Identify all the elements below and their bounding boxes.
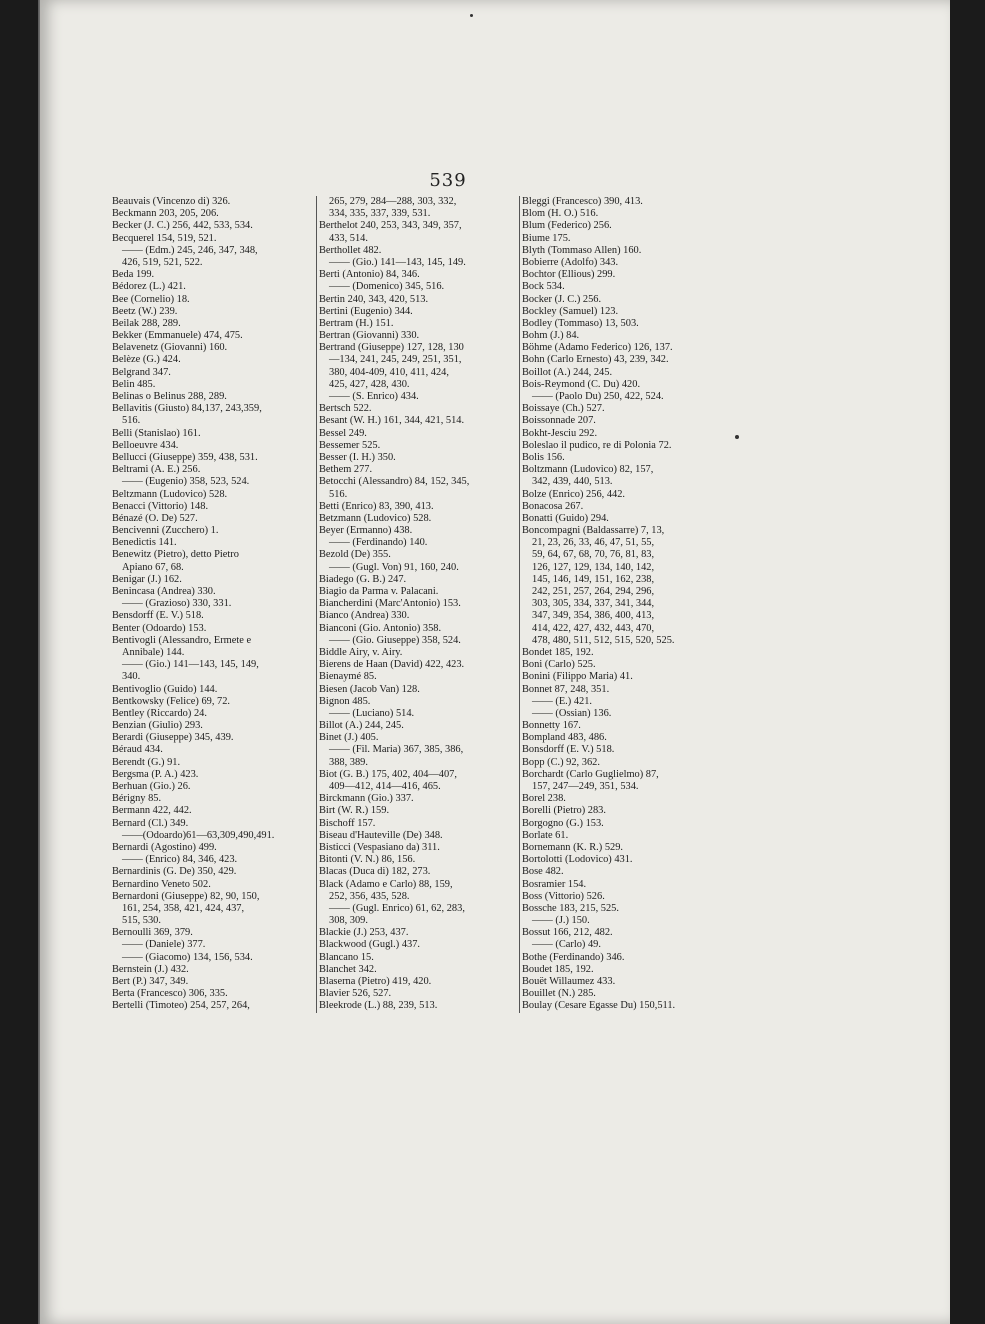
index-entry: Blyth (Tommaso Allen) 160. <box>522 244 642 256</box>
index-entry: Bertin 240, 343, 420, 513. <box>319 293 429 305</box>
index-entry: Böhme (Adamo Federico) 126, 137. <box>522 342 673 354</box>
index-entry: Bothe (Ferdinando) 346. <box>522 951 625 963</box>
index-column-3 <box>519 196 747 1013</box>
index-entry: —— (Enrico) 84, 346, 423. <box>122 854 238 866</box>
index-entry: —— (Gio. Giuseppe) 358, 524. <box>329 634 461 646</box>
index-entry: —— (Gugl. Von) 91, 160, 240. <box>329 561 459 573</box>
index-entry: Bouillet (N.) 285. <box>522 988 596 1000</box>
index-entry: —— (Edm.) 245, 246, 347, 348, <box>122 244 258 256</box>
index-entry: Bertram (H.) 151. <box>319 317 394 329</box>
index-entry: 265, 279, 284—288, 303, 332, <box>329 196 457 207</box>
index-entry: 516. <box>122 415 141 427</box>
index-entry: Berthelot 240, 253, 343, 349, 357, <box>319 220 462 232</box>
index-entry: Billot (A.) 244, 245. <box>319 720 404 732</box>
index-entry: Bertran (Giovanni) 330. <box>319 330 420 342</box>
index-entry: Beetz (W.) 239. <box>112 305 178 317</box>
index-entry: Bondet 185, 192. <box>522 646 594 658</box>
index-entry: —— (Domenico) 345, 516. <box>329 281 445 293</box>
index-entry: Borelli (Pietro) 283. <box>522 805 606 817</box>
index-entry: Belin 485. <box>112 378 156 390</box>
index-entry: Bose 482. <box>522 866 564 878</box>
index-entry: Borlate 61. <box>522 829 569 841</box>
index-entry: 303, 305, 334, 337, 341, 344, <box>532 598 655 610</box>
index-entry: —— (Fil. Maria) 367, 385, 386, <box>329 744 464 756</box>
index-entry: Binet (J.) 405. <box>319 732 379 744</box>
index-entry: Belli (Stanislao) 161. <box>112 427 201 439</box>
index-entry: Bierens de Haan (David) 422, 423. <box>319 659 465 671</box>
index-entry: Belgrand 347. <box>112 366 171 378</box>
index-entry: 157, 247—249, 351, 534. <box>532 781 639 792</box>
index-entry: —— (Ferdinando) 140. <box>329 537 428 549</box>
index-entry: —— (Carlo) 49. <box>532 939 601 951</box>
index-entry: Blackie (J.) 253, 437. <box>319 927 409 939</box>
index-entry: Bekker (Emmanuele) 474, 475. <box>112 330 243 342</box>
index-entry: Bert (P.) 347, 349. <box>112 976 189 987</box>
index-entry: 21, 23, 26, 33, 46, 47, 51, 55, <box>532 537 655 549</box>
index-entry: Benewitz (Pietro), detto Pietro <box>112 549 239 561</box>
index-entry: 426, 519, 521, 522. <box>122 256 203 268</box>
index-entry: —— (Eugenio) 358, 523, 524. <box>122 476 250 488</box>
index-entry: Bencivenni (Zucchero) 1. <box>112 525 219 537</box>
index-entry: Bornemann (K. R.) 529. <box>522 841 624 853</box>
index-entry: Benzian (Giulio) 293. <box>112 720 203 732</box>
index-entry: —— (J.) 150. <box>532 915 590 927</box>
paper-speck <box>735 435 739 439</box>
index-entry: Bianco (Andrea) 330. <box>319 610 410 622</box>
index-entry: Boleslao il pudico, re di Polonia 72. <box>522 439 672 451</box>
index-entry: Bonatti (Guido) 294. <box>522 512 609 524</box>
index-entry: Birckmann (Gio.) 337. <box>319 793 414 805</box>
index-entry: Biesen (Jacob Van) 128. <box>319 683 420 695</box>
index-entry: Bockley (Samuel) 123. <box>522 305 619 317</box>
index-entry: Bertsch 522. <box>319 403 372 415</box>
index-entry: Bernardinis (G. De) 350, 429. <box>112 866 237 878</box>
index-entry: Berta (Francesco) 306, 335. <box>112 988 228 1000</box>
index-entry: —— (Giacomo) 134, 156, 534. <box>122 951 253 963</box>
index-entry: Bermann 422, 442. <box>112 805 192 817</box>
index-entry: Bitonti (V. N.) 86, 156. <box>319 854 416 866</box>
index-entry: —— (Luciano) 514. <box>329 707 415 719</box>
index-entry: Bodley (Tommaso) 13, 503. <box>522 317 639 329</box>
index-entry: Bosramier 154. <box>522 878 587 890</box>
index-entry: Bischoff 157. <box>319 817 376 829</box>
index-column-2 <box>316 196 519 1013</box>
index-entry: Borgogno (G.) 153. <box>522 817 604 829</box>
index-entry: 409—412, 414—416, 465. <box>329 781 441 792</box>
index-entry: 342, 439, 440, 513. <box>532 476 613 488</box>
index-entry: —— (E.) 421. <box>532 695 593 707</box>
index-entry: Bensdorff (E. V.) 518. <box>112 610 204 622</box>
index-entry: Bossut 166, 212, 482. <box>522 927 613 939</box>
index-entry: —— (Gugl. Enrico) 61, 62, 283, <box>329 902 465 914</box>
index-entry: Boss (Vittorio) 526. <box>522 890 605 902</box>
index-entry: Bortolotti (Lodovico) 431. <box>522 854 633 866</box>
index-entry: 433, 514. <box>329 232 368 244</box>
index-entry: Belavenetz (Giovanni) 160. <box>112 342 228 354</box>
index-entry: 515, 530. <box>122 915 161 927</box>
index-entry: Bérigny 85. <box>112 793 162 805</box>
index-entry: Bédorez (L.) 421. <box>112 281 186 293</box>
index-entry: Bignon 485. <box>319 695 371 707</box>
index-entry: Boissonnade 207. <box>522 415 596 427</box>
index-entry: —— (Gio.) 141—143, 145, 149. <box>329 256 466 268</box>
index-entry: Blaserna (Pietro) 419, 420. <box>319 976 432 987</box>
index-entry: Blom (H. O.) 516. <box>522 208 599 220</box>
index-column-1 <box>112 196 312 1013</box>
index-entry: 126, 127, 129, 134, 140, 142, <box>532 561 655 573</box>
index-entry: Bessemer 525. <box>319 439 381 451</box>
index-entry: Bois-Reymond (C. Du) 420. <box>522 378 641 390</box>
index-entry: 145, 146, 149, 151, 162, 238, <box>532 573 655 585</box>
index-entry: Bossche 183, 215, 525. <box>522 902 619 914</box>
index-entry: Bernardi (Agostino) 499. <box>112 841 217 853</box>
index-entry: Bleekrode (L.) 88, 239, 513. <box>319 1000 438 1012</box>
index-entry: Beyer (Ermanno) 438. <box>319 525 413 537</box>
index-entry: 334, 335, 337, 339, 531. <box>329 208 431 220</box>
index-entry: Bohm (J.) 84. <box>522 330 580 342</box>
index-entry: Boillot (A.) 244, 245. <box>522 366 613 378</box>
index-entry: 347, 349, 354, 386, 400, 413, <box>532 610 655 622</box>
index-entry: Bentkowsky (Felice) 69, 72. <box>112 695 231 707</box>
index-entry: Biot (G. B.) 175, 402, 404—407, <box>319 768 457 780</box>
index-entry: Bertrand (Giuseppe) 127, 128, 130 <box>319 342 464 354</box>
index-entry: Berhuan (Gio.) 26. <box>112 781 191 792</box>
index-entry: Boissaye (Ch.) 527. <box>522 403 605 415</box>
index-entry: Borchardt (Carlo Guglielmo) 87, <box>522 768 659 780</box>
index-entry: Bokht-Jesciu 292. <box>522 427 598 439</box>
index-entry: Annibale) 144. <box>122 646 185 658</box>
index-entry: Benincasa (Andrea) 330. <box>112 586 216 597</box>
index-entry: Bergsma (P. A.) 423. <box>112 768 199 780</box>
index-entry: Bernardoni (Giuseppe) 82, 90, 150, <box>112 890 260 902</box>
page-number: 539 <box>429 170 467 191</box>
index-entry: Bleggi (Francesco) 390, 413. <box>522 196 643 207</box>
index-entry: Biancherdini (Marc'Antonio) 153. <box>319 598 461 610</box>
index-entry: Bopp (C.) 92, 362. <box>522 756 600 768</box>
index-entry: 478, 480, 511, 512, 515, 520, 525. <box>532 634 675 646</box>
index-entry: Benter (Odoardo) 153. <box>112 622 207 634</box>
index-entry: 252, 356, 435, 528. <box>329 890 410 902</box>
index-entry: Biadego (G. B.) 247. <box>319 573 407 585</box>
index-entry: Bouët Willaumez 433. <box>522 976 616 987</box>
index-entry: Bolze (Enrico) 256, 442. <box>522 488 626 500</box>
index-entry: Benacci (Vittorio) 148. <box>112 500 209 512</box>
index-entry: —— (Paolo Du) 250, 422, 524. <box>532 391 664 402</box>
index-entry: Benedictis 141. <box>112 537 177 549</box>
index-entry: Bellucci (Giuseppe) 359, 438, 531. <box>112 451 258 463</box>
index-entry: 414, 422, 427, 432, 443, 470, <box>532 622 655 634</box>
index-entry: Benigar (J.) 162. <box>112 573 182 585</box>
index-entry: Bochtor (Ellious) 299. <box>522 269 616 281</box>
index-entry: Bonnet 87, 248, 351. <box>522 683 610 695</box>
index-entry: Beauvais (Vincenzo di) 326. <box>112 196 231 207</box>
index-entry: Béraud 434. <box>112 744 163 756</box>
index-entry: Boulay (Cesare Egasse Du) 150,511. <box>522 1000 676 1012</box>
index-entry: Bonacosa 267. <box>522 500 584 512</box>
index-entry: Boni (Carlo) 525. <box>522 659 596 671</box>
index-entry: —— (Gio.) 141—143, 145, 149, <box>122 659 259 671</box>
index-entry: Beltrami (A. E.) 256. <box>112 464 201 476</box>
index-entry: Berardi (Giuseppe) 345, 439. <box>112 732 234 744</box>
index-entry: Bienaymé 85. <box>319 671 377 683</box>
index-entry: Blancano 15. <box>319 951 374 963</box>
index-entry: Becker (J. C.) 256, 442, 533, 534. <box>112 220 253 232</box>
index-entry: Biseau d'Hauteville (De) 348. <box>319 829 443 841</box>
index-entry: Bertelli (Timoteo) 254, 257, 264, <box>112 1000 250 1012</box>
index-entry: Betzmann (Ludovico) 528. <box>319 512 432 524</box>
index-entry: —— (Ossian) 136. <box>532 707 612 719</box>
index-entry: ——(Odoardo)61—63,309,490,491. <box>122 829 275 841</box>
index-entry: Beda 199. <box>112 269 155 281</box>
index-entry: Bellavitis (Giusto) 84,137, 243,359, <box>112 403 262 415</box>
index-entry: —— (S. Enrico) 434. <box>329 391 419 402</box>
index-entry: Bolis 156. <box>522 451 565 463</box>
index-entry: 340. <box>122 671 141 683</box>
index-entry: —— (Daniele) 377. <box>122 939 206 951</box>
index-entry: Black (Adamo e Carlo) 88, 159, <box>319 878 453 890</box>
index-entry: 161, 254, 358, 421, 424, 437, <box>122 902 245 914</box>
index-entry: Apiano 67, 68. <box>122 561 184 573</box>
index-entry: 516. <box>329 488 348 500</box>
index-entry: 59, 64, 67, 68, 70, 76, 81, 83, <box>532 549 655 561</box>
index-entry: Bernard (Cl.) 349. <box>112 817 189 829</box>
index-entry: Bonini (Filippo Maria) 41. <box>522 671 633 683</box>
index-entry: Boudet 185, 192. <box>522 963 594 975</box>
index-entry: —134, 241, 245, 249, 251, 351, <box>329 354 462 366</box>
index-entry: Bénazé (O. De) 527. <box>112 512 198 524</box>
index-entry: Borel 238. <box>522 793 566 805</box>
index-entry: Belinas o Belinus 288, 289. <box>112 391 227 402</box>
index-entry: Birt (W. R.) 159. <box>319 805 390 817</box>
index-entry: Bezold (De) 355. <box>319 549 391 561</box>
index-entry: 308, 309. <box>329 915 368 927</box>
index-entry: Bessel 249. <box>319 427 367 439</box>
index-entry: Bonsdorff (E. V.) 518. <box>522 744 615 756</box>
index-entry: Blum (Federico) 256. <box>522 220 612 232</box>
index-entry: Besant (W. H.) 161, 344, 421, 514. <box>319 415 465 427</box>
index-entry: Bobierre (Adolfo) 343. <box>522 256 619 268</box>
paper-speck <box>470 14 473 17</box>
index-entry: Beilak 288, 289. <box>112 317 181 329</box>
index-entry: Berti (Antonio) 84, 346. <box>319 269 420 281</box>
index-entry: Boltzmann (Ludovico) 82, 157, <box>522 464 654 476</box>
index-entry: —— (Grazioso) 330, 331. <box>122 598 232 610</box>
index-entry: Bernoulli 369, 379. <box>112 927 193 939</box>
index-entry: Besser (I. H.) 350. <box>319 451 396 463</box>
index-entry: Boncompagni (Baldassarre) 7, 13, <box>522 525 665 537</box>
index-entry: Beckmann 203, 205, 206. <box>112 208 219 220</box>
index-entry: Blackwood (Gugl.) 437. <box>319 939 421 951</box>
index-entry: Bisticci (Vespasiano da) 311. <box>319 841 440 853</box>
index-entry: Bocker (J. C.) 256. <box>522 293 602 305</box>
index-entry: Biagio da Parma v. Palacani. <box>319 586 439 597</box>
index-entry: Bentley (Riccardo) 24. <box>112 707 207 719</box>
index-entry: Betti (Enrico) 83, 390, 413. <box>319 500 434 512</box>
index-entry: 425, 427, 428, 430. <box>329 378 410 390</box>
index-entry: Bernstein (J.) 432. <box>112 963 189 975</box>
index-entry: 388, 389. <box>329 756 368 768</box>
index-entry: Belèze (G.) 424. <box>112 354 181 366</box>
index-entry: Becquerel 154, 519, 521. <box>112 232 217 244</box>
index-entry: Bee (Cornelio) 18. <box>112 293 190 305</box>
index-entry: Blacas (Duca di) 182, 273. <box>319 866 431 878</box>
index-entry: Bentivoglio (Guido) 144. <box>112 683 218 695</box>
index-entry: Bertini (Eugenio) 344. <box>319 305 413 317</box>
index-entry: Belloeuvre 434. <box>112 439 179 451</box>
index-entry: Blavier 526, 527. <box>319 988 392 1000</box>
index-entry: Bentivogli (Alessandro, Ermete e <box>112 634 252 646</box>
index-entry: Beltzmann (Ludovico) 528. <box>112 488 228 500</box>
index-entry: Bock 534. <box>522 281 565 293</box>
index-entry: Blanchet 342. <box>319 963 377 975</box>
index-entry: 242, 251, 257, 264, 294, 296, <box>532 586 655 597</box>
index-entry: Berthollet 482. <box>319 244 382 256</box>
index-entry: Bianconi (Gio. Antonio) 358. <box>319 622 442 634</box>
index-entry: Bohn (Carlo Ernesto) 43, 239, 342. <box>522 354 669 366</box>
index-entry: 380, 404-409, 410, 411, 424, <box>329 366 449 378</box>
index-entry: Biume 175. <box>522 232 571 244</box>
index-entry: Bernardino Veneto 502. <box>112 878 211 890</box>
index-entry: Betocchi (Alessandro) 84, 152, 345, <box>319 476 470 488</box>
index-entry: Bompland 483, 486. <box>522 732 607 744</box>
index-entry: Berendt (G.) 91. <box>112 756 181 768</box>
index-entry: Bonnetty 167. <box>522 720 581 732</box>
index-entry: Biddle Airy, v. Airy. <box>319 646 403 658</box>
index-entry: Bethem 277. <box>319 464 373 476</box>
